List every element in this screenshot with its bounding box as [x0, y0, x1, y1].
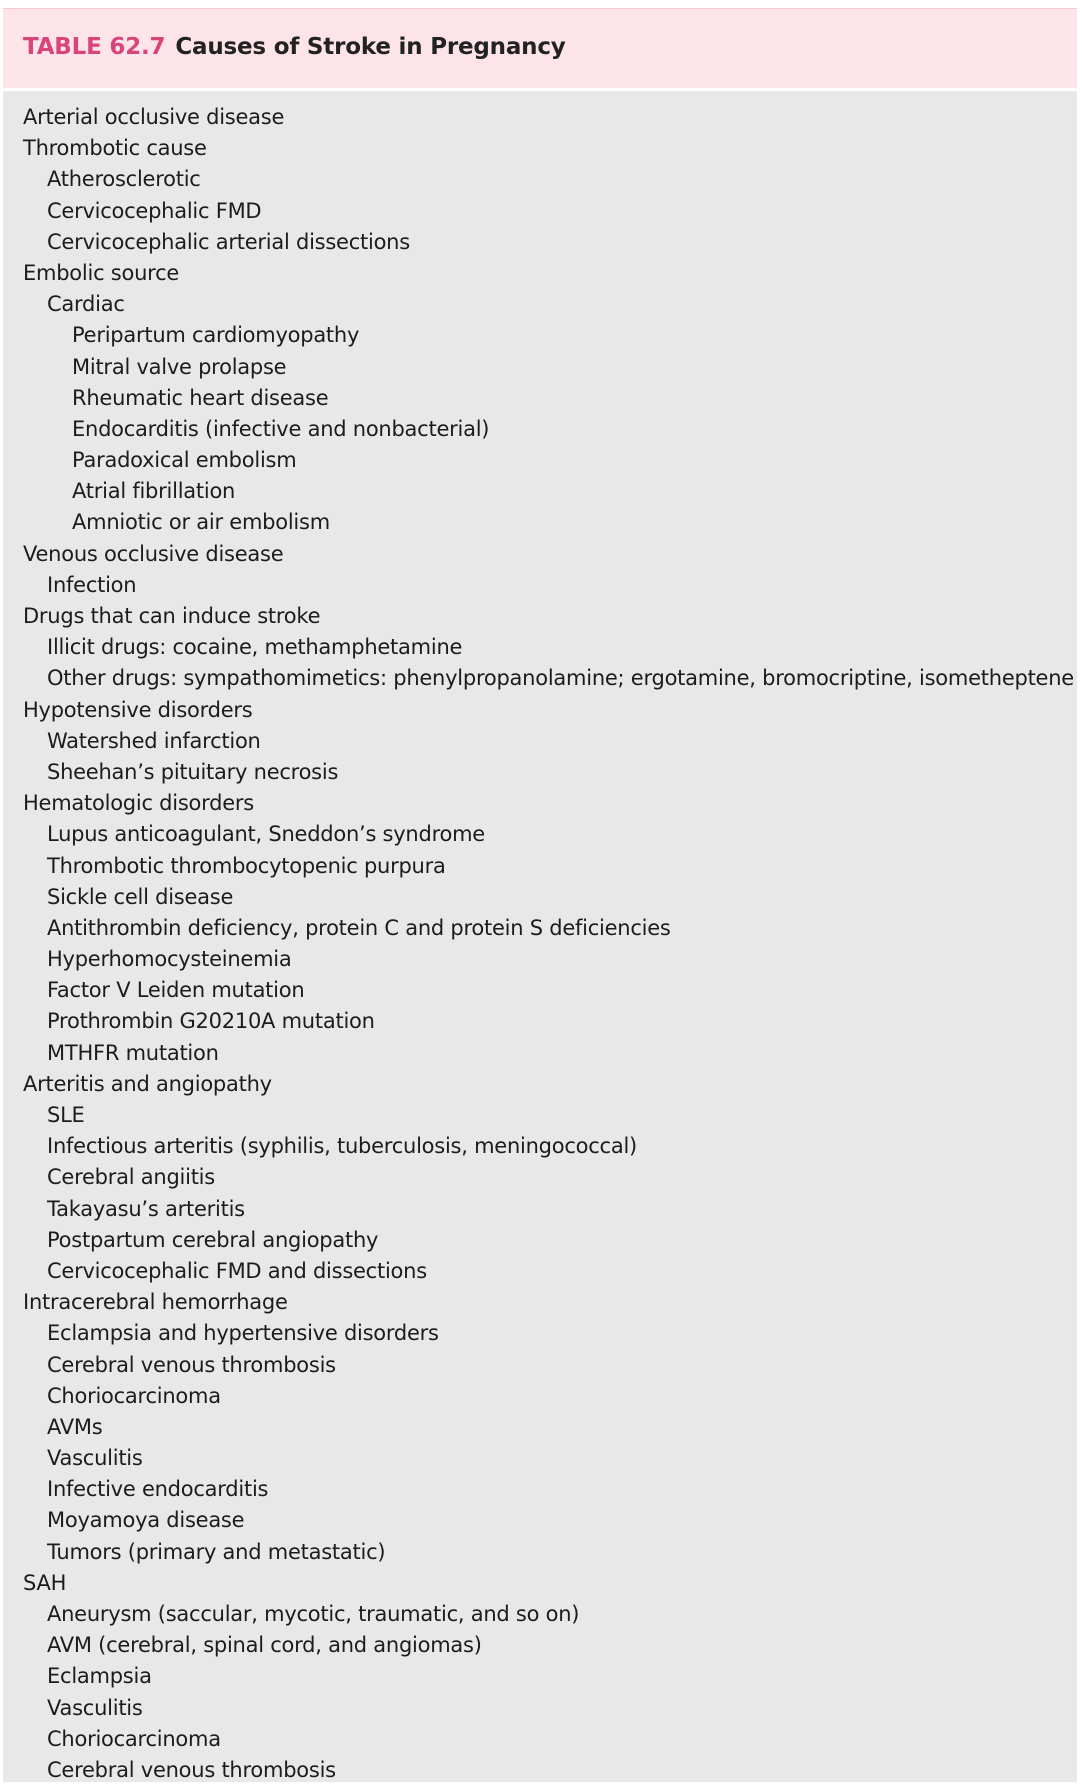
subcategory-row: Vasculitis [47, 1446, 143, 1471]
subcategory-row: Postpartum cerebral angiopathy [47, 1227, 379, 1252]
subcategory-row: Hyperhomocysteinemia [47, 947, 292, 972]
subcategory-row: Vasculitis [47, 1695, 143, 1720]
detail-row: Rheumatic heart disease [72, 385, 329, 410]
table-body [3, 91, 1077, 1782]
subcategory-row: Infection [47, 572, 137, 597]
cause-list [3, 102, 1077, 1786]
category-row: Hematologic disorders [23, 791, 254, 816]
subcategory-row: Eclampsia and hypertensive disorders [47, 1321, 439, 1346]
subcategory-row: AVMs [47, 1414, 103, 1439]
subcategory-row: Cerebral venous thrombosis [47, 1352, 336, 1377]
detail-row: Paradoxical embolism [72, 448, 297, 473]
subcategory-row: Sheehan’s pituitary necrosis [47, 759, 339, 784]
subcategory-row: Cardiac [47, 292, 125, 317]
subcategory-row: Prothrombin G20210A mutation [47, 1009, 375, 1034]
subcategory-row: Aneurysm (saccular, mycotic, traumatic, and so on) [47, 1602, 580, 1626]
subcategory-row: Infectious arteritis (syphilis, tuberculosis, meningococcal) [47, 1134, 637, 1159]
subcategory-row: Sickle cell disease [47, 884, 234, 909]
detail-row: Mitral valve prolapse [72, 354, 287, 379]
subcategory-row: AVM (cerebral, spinal cord, and angiomas) [47, 1633, 482, 1658]
subcategory-row: Tumors (primary and metastatic) [47, 1539, 386, 1564]
category-row: Embolic source [23, 260, 180, 285]
subcategory-row: Moyamoya disease [47, 1508, 245, 1533]
subcategory-row: Illicit drugs: cocaine, methamphetamine [47, 635, 463, 660]
subcategory-row: Cerebral angiitis [47, 1165, 215, 1190]
subcategory-row: MTHFR mutation [47, 1040, 219, 1065]
table-number: TABLE 62.7 [23, 34, 166, 60]
subcategory-row: Choriocarcinoma [47, 1726, 221, 1751]
table-caption: Causes of Stroke in Pregnancy [175, 34, 566, 60]
detail-row: Amniotic or air embolism [72, 510, 330, 535]
subcategory-row: Takayasu’s arteritis [47, 1196, 245, 1221]
subcategory-row: Cervicocephalic FMD and dissections [47, 1258, 427, 1283]
detail-row: Endocarditis (infective and nonbacterial) [72, 416, 490, 441]
subcategory-row: Cervicocephalic FMD [47, 198, 262, 223]
subcategory-row: Antithrombin deficiency, protein C and protein S deficiencies [47, 915, 671, 940]
subcategory-row: Other drugs: sympathomimetics: phenylpropanolamine; ergotamine, bromocriptine, isometheptene [47, 666, 1074, 691]
subcategory-row: Watershed infarction [47, 728, 261, 753]
subcategory-row: Eclampsia [47, 1664, 152, 1689]
category-row: Drugs that can induce stroke [23, 604, 321, 628]
category-row: Intracerebral hemorrhage [23, 1290, 288, 1315]
category-row: Arterial occlusive disease [23, 105, 285, 129]
subcategory-row: Infective endocarditis [47, 1477, 269, 1502]
category-row: Arteritis and angiopathy [23, 1071, 272, 1096]
detail-row: Atrial fibrillation [72, 479, 236, 504]
subcategory-row: Factor V Leiden mutation [47, 978, 305, 1003]
table-title [23, 34, 566, 60]
category-row: SAH [23, 1570, 67, 1595]
category-row: Venous occlusive disease [23, 541, 284, 566]
subcategory-row: Cerebral venous thrombosis [47, 1757, 336, 1782]
category-row: Thrombotic cause [23, 136, 207, 161]
subcategory-row: Atherosclerotic [47, 167, 201, 192]
detail-row: Peripartum cardiomyopathy [72, 323, 360, 348]
table-header [3, 8, 1077, 88]
subcategory-row: SLE [47, 1103, 85, 1127]
subcategory-row: Thrombotic thrombocytopenic purpura [47, 853, 446, 878]
subcategory-row: Choriocarcinoma [47, 1383, 221, 1408]
subcategory-row: Cervicocephalic arterial dissections [47, 229, 410, 254]
category-row: Hypotensive disorders [23, 697, 253, 722]
subcategory-row: Lupus anticoagulant, Sneddon’s syndrome [47, 822, 485, 847]
